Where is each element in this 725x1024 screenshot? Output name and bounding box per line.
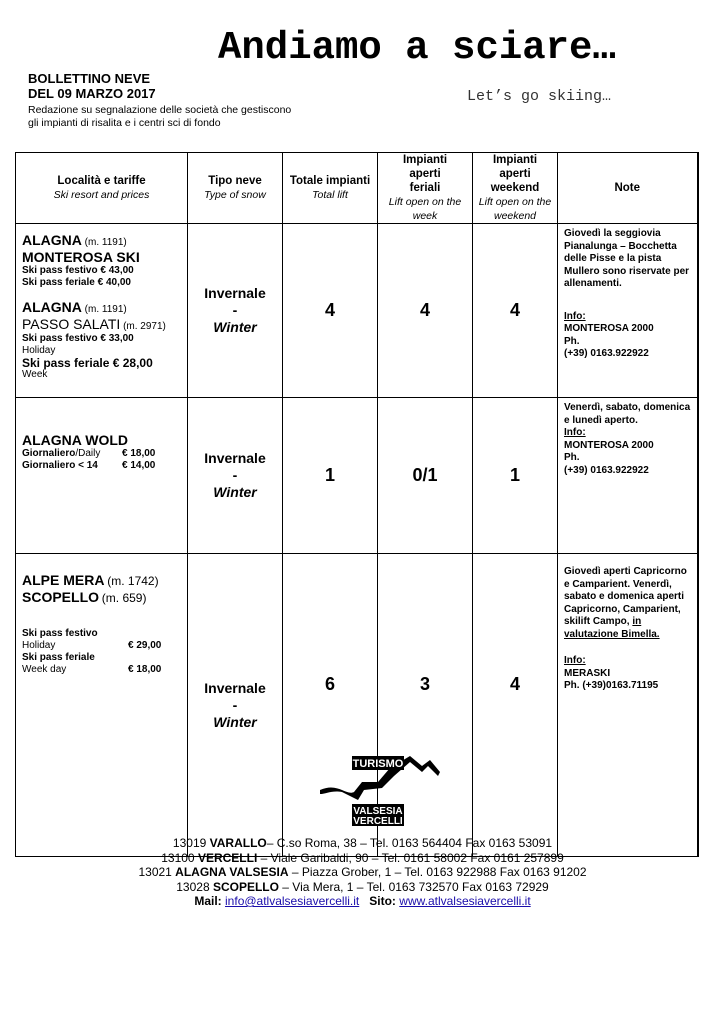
header-open-weekend: Impianti aperti weekend Lift open on the weekend	[473, 153, 558, 224]
total-lift-value: 6	[283, 554, 378, 857]
open-weekend-value: 4	[473, 554, 558, 857]
editorial-note-line-2: gli impianti di risalita e i centri sci di fondo	[28, 117, 221, 129]
header-location: Località e tariffe Ski resort and prices	[16, 153, 188, 224]
footer-alagna: 13021 ALAGNA VALSESIA – Piazza Grober, 1 – Tel. 0163 922988 Fax 0163 91202	[138, 865, 587, 879]
logo-valsesia-text: VALSESIA	[353, 806, 403, 817]
editorial-note-line-1: Redazione su segnalazione delle società che gestiscono	[28, 104, 292, 116]
open-week-value: 0/1	[378, 398, 473, 554]
footer-vercelli: 13100 VERCELLI – Viale Garibaldi, 90 – Tel. 0161 58002 Fax 0161 257899	[161, 850, 564, 865]
bulletin-date: DEL 09 MARZO 2017	[28, 86, 156, 101]
contact-footer	[0, 836, 725, 909]
location-cell: ALAGNA (m. 1191) MONTEROSA SKI Ski pass festivo € 43,00 Ski pass feriale € 40,00 ALAGNA (m. 1191) PASSO SALATI (m. 2971) Ski pass festivo € 33,00 Holiday Ski pass feriale € 28,00 Week	[16, 224, 188, 398]
open-weekend-value: 1	[473, 398, 558, 554]
editorial-note	[28, 104, 291, 130]
open-weekend-value: 4	[473, 224, 558, 398]
open-week-value: 3	[378, 554, 473, 857]
notes-cell: Giovedì la seggiovia Pianalunga – Bocchetta delle Pisse e la pista Mullero sono riservate per allenamenti. Info: MONTEROSA 2000 Ph. (+39) 0163.922922	[558, 224, 698, 398]
total-lift-value: 4	[283, 224, 378, 398]
snow-type-cell: Invernale - Winter	[188, 224, 283, 398]
table-row	[16, 398, 698, 554]
page-title: Andiamo a sciare…	[218, 26, 616, 70]
notes-cell: Giovedì aperti Capricorno e Camparient. Venerdì, sabato e domenica aperti Capricorno, Camparient, skilift Campo, in valutazione Bimella. Info: MERASKI Ph. (+39)0163.71195	[558, 554, 698, 857]
open-week-value: 4	[378, 224, 473, 398]
header-snow-type: Tipo neve Type of snow	[188, 153, 283, 224]
header-total-lift: Totale impianti Total lift	[283, 153, 378, 224]
turismo-valsesia-vercelli-logo	[318, 752, 443, 827]
footer-contacts: Mail: info@atlvalsesiavercelli.it Sito: www.atlvalsesiavercelli.it	[194, 894, 531, 908]
logo-top-text: TURISMO	[352, 758, 404, 770]
bulletin-line-1: BOLLETTINO NEVE	[28, 71, 151, 86]
table-header-row	[16, 153, 698, 224]
table-row	[16, 224, 698, 398]
website-link[interactable]: www.atlvalsesiavercelli.it	[399, 894, 531, 908]
total-lift-value: 1	[283, 398, 378, 554]
header-open-week: Impianti aperti feriali Lift open on the week	[378, 153, 473, 224]
email-link[interactable]: info@atlvalsesiavercelli.it	[225, 894, 360, 908]
location-cell: ALAGNA WOLD Giornaliero/Daily € 18,00 Giornaliero < 14 € 14,00	[16, 398, 188, 554]
page-subtitle: Let’s go skiing…	[467, 88, 612, 105]
snow-type-cell: Invernale - Winter	[188, 398, 283, 554]
snow-type-cell: Invernale - Winter	[188, 554, 283, 857]
logo-vercelli-text: VERCELLI	[353, 816, 403, 827]
footer-scopello: 13028 SCOPELLO – Via Mera, 1 – Tel. 0163 732570 Fax 0163 72929	[176, 879, 549, 894]
header-notes: Note	[558, 153, 698, 224]
notes-cell: Venerdì, sabato, domenica e lunedì aperto. Info: MONTEROSA 2000 Ph. (+39) 0163.922922	[558, 398, 698, 554]
bulletin-heading	[28, 71, 156, 101]
footer-varallo: 13019 VARALLO– C.so Roma, 38 – Tel. 0163 564404 Fax 0163 53091	[172, 836, 553, 850]
location-cell: ALPE MERA (m. 1742) SCOPELLO (m. 659) Ski pass festivo Holiday € 29,00 Ski pass feriale Week day € 18,00	[16, 554, 188, 857]
